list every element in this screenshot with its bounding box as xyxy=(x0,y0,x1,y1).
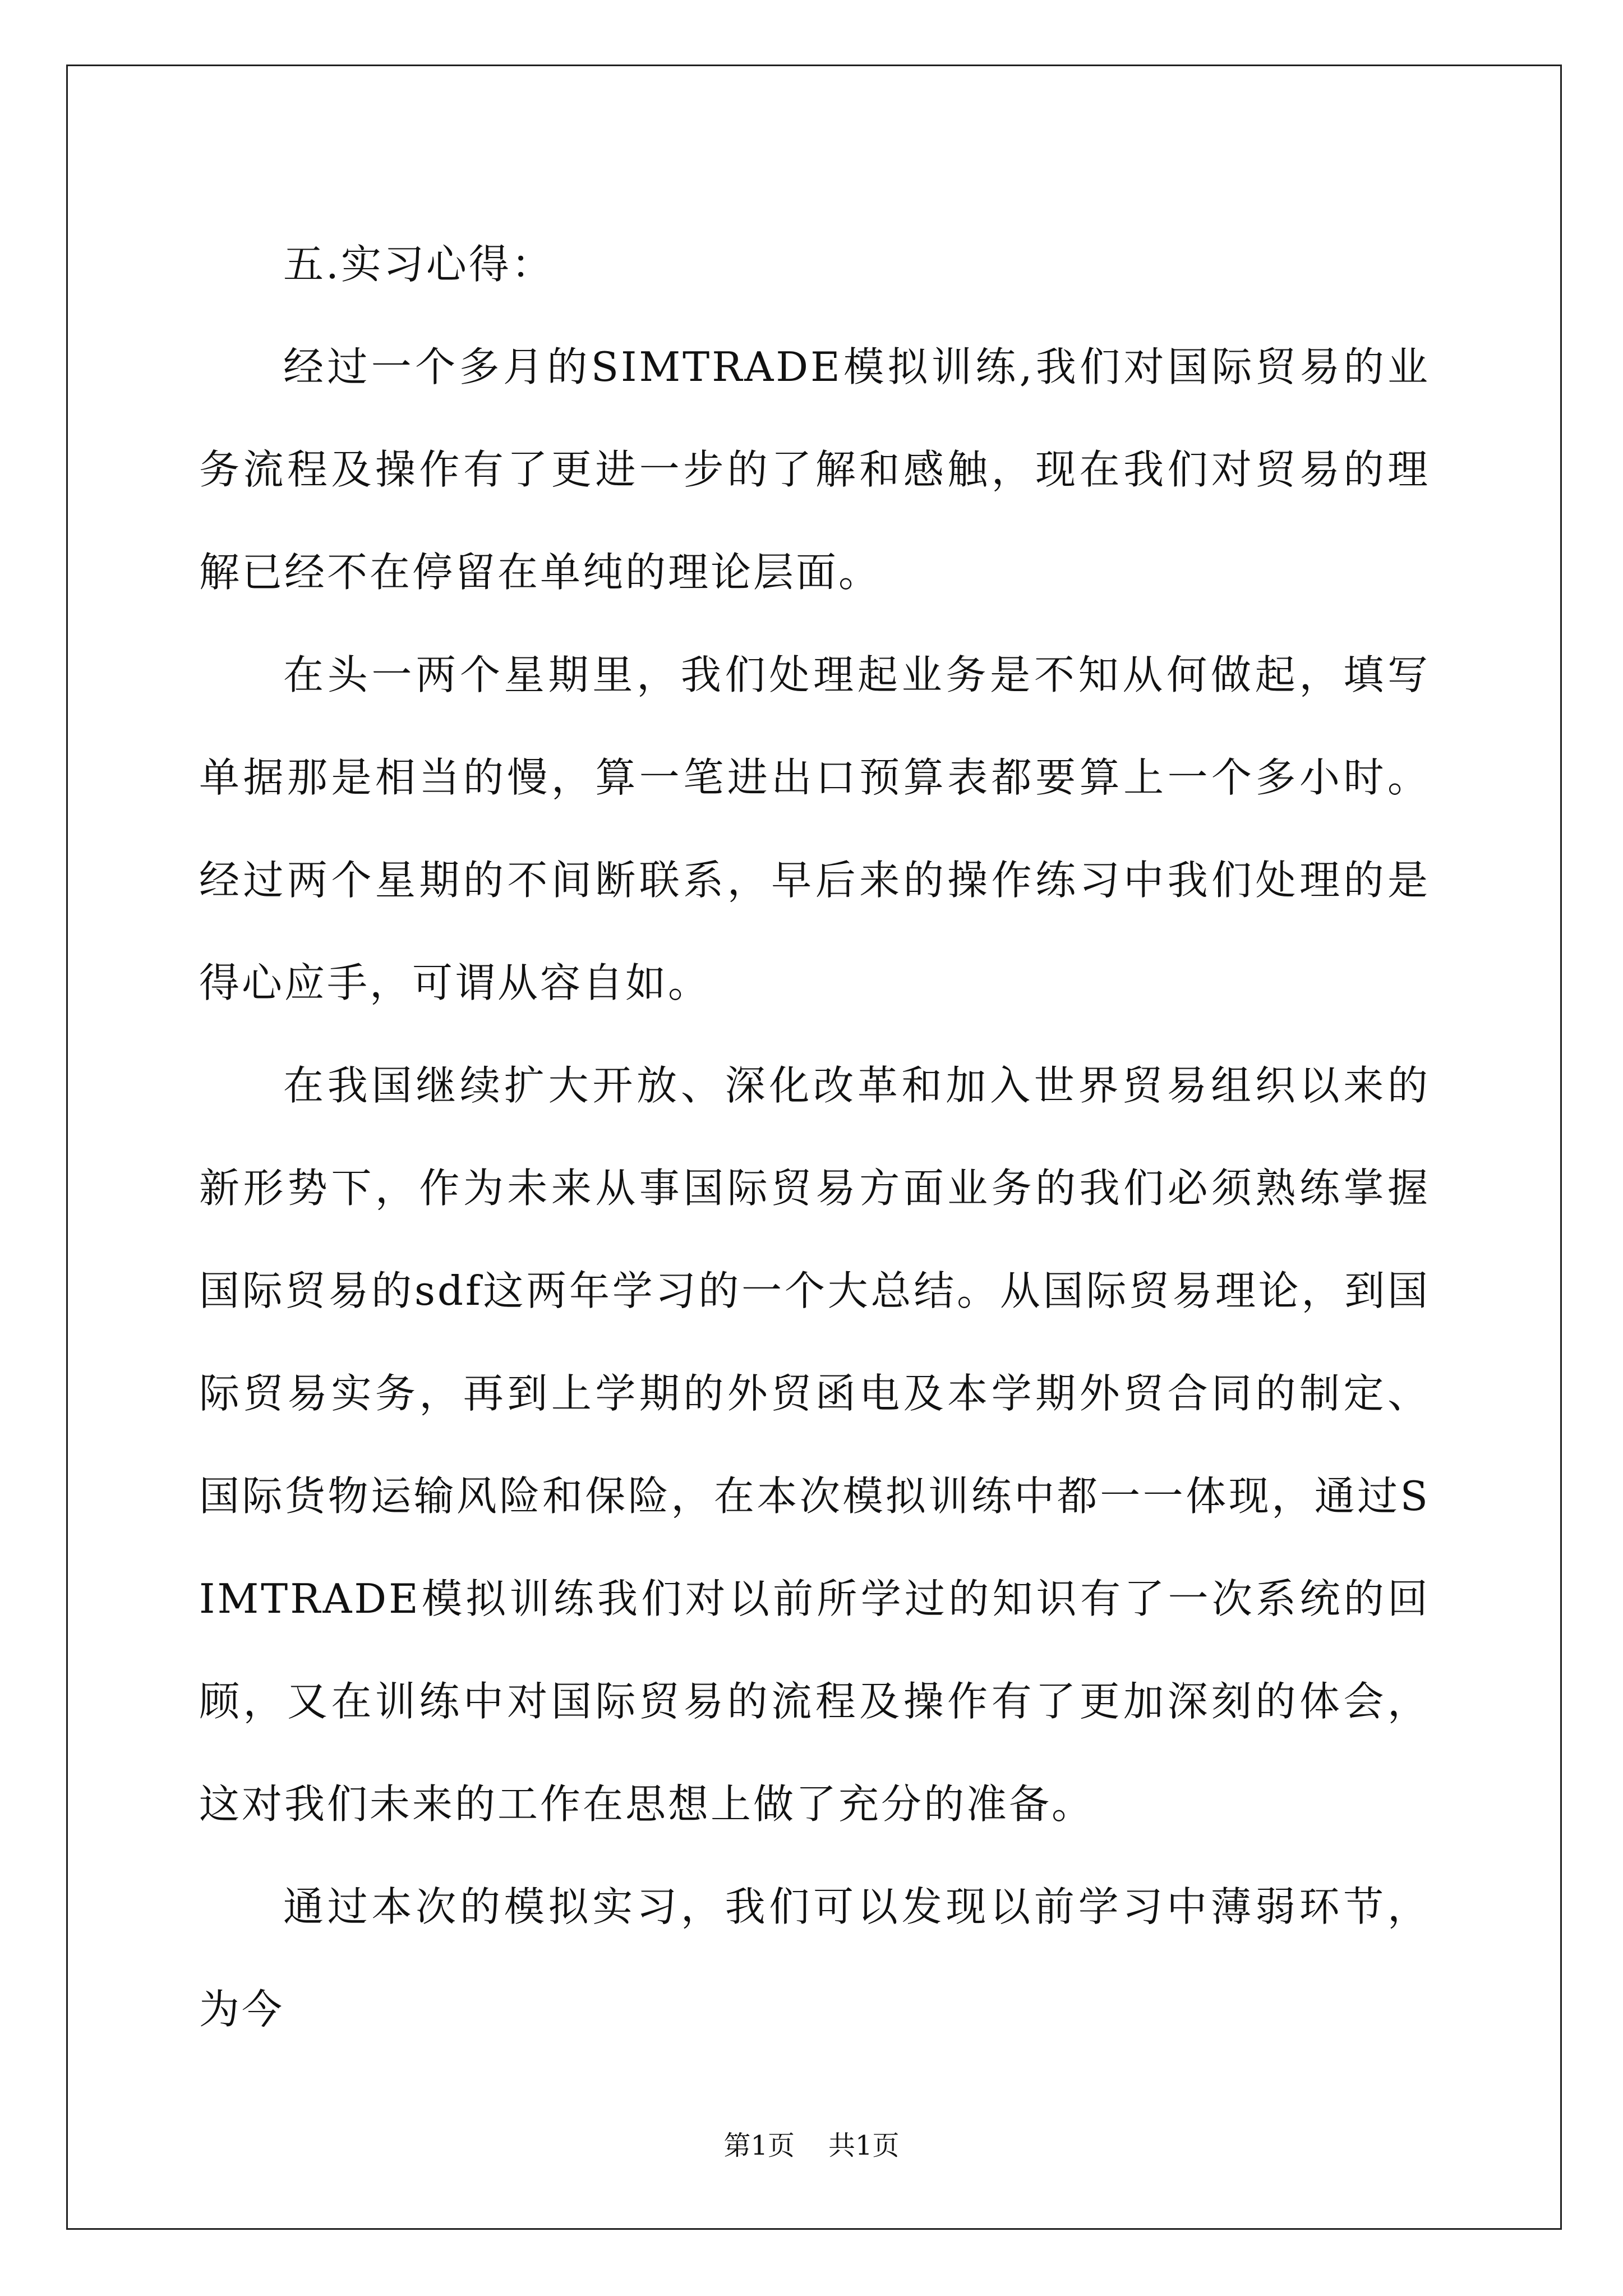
paragraph: 在我国继续扩大开放、深化改革和加入世界贸易组织以来的新形势下，作为未来从事国际贸易方面业务的我们必须熟练掌握国际贸易的sdf这两年学习的一个大总结。从国际贸易理论，到国际贸易实务，再到上学期的外贸函电及本学期外贸合同的制定、国际货物运输风险和保险，在本次模拟训练中都一一体现，通过SIMTRADE模拟训练我们对以前所学过的知识有了一次系统的回顾，又在训练中对国际贸易的流程及操作有了更加深刻的体会，这对我们未来的工作在思想上做了充分的准备。 xyxy=(199,1062,1430,1828)
paragraph: 在头一两个星期里，我们处理起业务是不知从何做起，填写单据那是相当的慢，算一笔进出口预算表都要算上一个多小时。经过两个星期的不间断联系，早后来的操作练习中我们处理的是得心应手，可谓从容自如。 xyxy=(199,651,1430,1006)
document-body xyxy=(199,213,1430,2061)
paragraph: 经过一个多月的SIMTRADE模拟训练,我们对国际贸易的业务流程及操作有了更进一步的了解和感触，现在我们对贸易的理解已经不在停留在单纯的理论层面。 xyxy=(199,343,1430,596)
paragraph: 通过本次的模拟实习，我们可以发现以前学习中薄弱环节，为今 xyxy=(199,1883,1430,2033)
page-footer xyxy=(0,2129,1623,2162)
section-heading: 五.实习心得： xyxy=(283,241,554,288)
page-number: 第1页 xyxy=(723,2130,795,2161)
page-total: 共1页 xyxy=(828,2130,900,2161)
